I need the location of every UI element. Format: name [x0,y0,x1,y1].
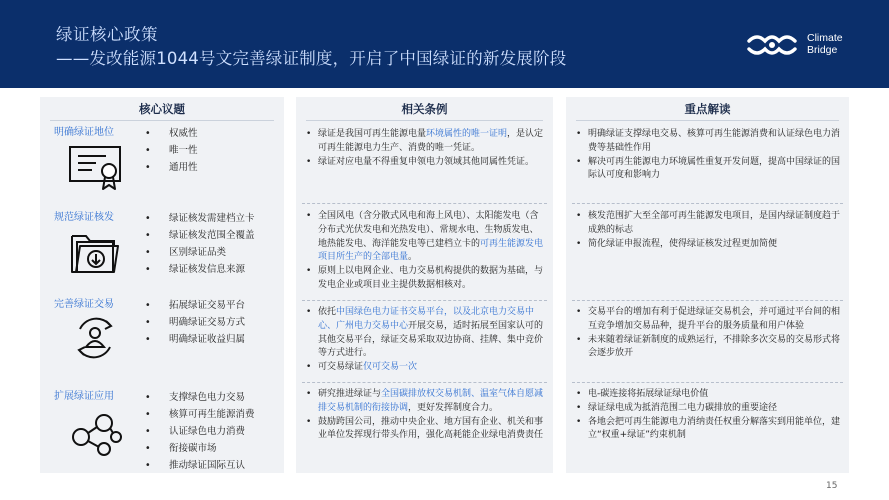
topic-item: • 绿证核发信息来源 [145,261,255,278]
topic-item: • 绿证核发范围全覆盖 [145,227,255,244]
clause-group [306,128,545,169]
topic-item: • 支撑绿色电力交易 [145,389,255,406]
clause-item [306,265,545,293]
clause-text: 研究推进绿证与 [318,389,382,399]
topic-item: • 权威性 [145,125,198,142]
topic-label: 明确绿证地位 [54,127,114,138]
interpretation-item: • 未来随着绿证新制度的成熟运行，不排除多次交易的交易形式将会逐步放开 [576,334,841,362]
interpretation-list [576,210,841,251]
logo-wordmark [807,32,843,56]
dashed-separator [302,300,547,301]
folder-download-icon [66,222,124,278]
interpretation-item: • 解决可再生能源电力环境属性重复开发问题，提高中国绿证的国际认可度和影响力 [576,156,841,184]
logo-mark-icon [743,31,801,59]
topic-label: 扩展绿证应用 [54,391,114,402]
interpretation-group [576,210,841,251]
topics-heading: 核心议题 [139,102,185,116]
topic-items [145,297,245,348]
topic-item: • 明确绿证收益归属 [145,331,245,348]
clauses-divider [306,120,543,121]
clause-text: 全国风电（含分散式风电和海上风电）、太阳能发电（含分布式光伏发电和光热发电）、常规水电、生物质发电、地热能发电、海洋能发电等已建档立卡的 [318,211,539,249]
interpretation-group [576,128,841,183]
highlighted-text: 环境属性的唯一证明 [426,129,508,139]
interpretation-item: • 交易平台的增加有利于促进绿证交易机会，并可通过平台间的相互竞争增加交易品种，提升平台的服务质量和用户体验 [576,306,841,334]
clause-text: 依托 [318,307,337,317]
clause-list [306,128,545,169]
clause-text: 。 [408,252,418,263]
clause-list [306,306,545,375]
clause-text: ，是认定可再生能源电力生产、消费的唯一凭证。 [318,129,544,153]
topic-item: • 推动绿证国际互认 [145,457,255,474]
topic-item: • 绿证核发需建档立卡 [145,210,255,227]
clause-item [306,306,545,361]
topic-item: • 拓展绿证交易平台 [145,297,245,314]
interpretation-divider [576,120,839,121]
interpretation-item: • 电-碳连接将拓展绿证绿电价值 [576,388,841,402]
clause-text: 开展交易，适时拓展至国家认可的其他交易平台，绿证交易采取双边协商、挂牌、集中竞价等方式进行。 [318,320,544,359]
interpretation-list [576,128,841,183]
topic-item: • 衔接碳市场 [145,440,255,457]
clause-item [306,388,545,416]
topic-item: • 区别绿证品类 [145,244,255,261]
interpretation-panel [566,97,849,473]
share-network-icon [66,401,124,457]
page-subtitle: ——发改能源1044号文完善绿证制度，开启了中国绿证的新发展阶段 [56,49,567,68]
clauses-heading: 相关条例 [401,102,448,116]
clause-text: 原则上以电网企业、电力交易机构提供的数据为基础，与发电企业或项目业主提供数据相核对。 [318,266,544,290]
dashed-separator [302,203,547,204]
interpretation-list [576,306,841,361]
user-cycle-icon [66,309,124,365]
clause-list [306,210,545,293]
topic-label: 规范绿证核发 [54,212,114,223]
topic-items [145,389,255,474]
highlighted-text: 可再生能源发电项目所生产的全部电量 [318,238,544,263]
interpretation-item: • 简化绿证申报流程，使得绿证核发过程更加简便 [576,238,841,252]
clause-text: 可交易绿证 [318,362,364,373]
interpretation-item: • 各地会把可再生能源电力消纳责任权重分解落实到用能单位，建立“权重+绿证”约束机制 [576,416,841,444]
dashed-separator [572,300,843,301]
dashed-separator [572,203,843,204]
topic-item: • 通用性 [145,159,198,176]
clause-item [306,416,545,444]
clause-text: 绿证是我国可再生能源电量 [318,129,427,139]
logo-line-1: Climate [807,32,843,44]
topic-items [145,125,198,176]
topic-block-status [40,123,284,203]
clause-group [306,388,545,443]
interpretation-group [576,388,841,443]
clause-item [306,361,545,375]
interpretation-item: • 核发范围扩大至全部可再生能源发电项目，是国内绿证制度趋于成熟的标志 [576,210,841,238]
interpretation-item: • 明确绿证支撑绿电交易、核算可再生能源消费和认证绿色电力消费等基础性作用 [576,128,841,156]
clause-group [306,306,545,375]
topic-item: • 认证绿色电力消费 [145,423,255,440]
interpretation-list [576,388,841,443]
clause-item [306,156,545,170]
highlighted-text: 全国碳排放权交易机制、温室气体自愿减排交易机制的衔接协调 [318,389,544,413]
interpretation-group [576,306,841,361]
clause-text: 鼓励跨国公司，推动中央企业、地方国有企业、机关和事业单位发挥现行带头作用，强化高耗能企业绿电消费责任 [318,416,544,441]
clauses-panel [296,97,553,473]
clause-text: 绿证对应电量不得重复申领电力领域其他同属性凭证。 [318,156,535,167]
topic-label: 完善绿证交易 [54,299,114,310]
topic-block-trading [40,295,284,375]
topic-items [145,210,255,278]
highlighted-text: 仅可交易一次 [363,362,418,373]
topic-item: • 核算可再生能源消费 [145,406,255,423]
topic-block-application [40,387,284,471]
clause-text: ，更好发挥制度合力。 [408,402,499,413]
topics-panel [40,97,284,473]
logo-line-2: Bridge [807,44,838,56]
topic-item: • 明确绿证交易方式 [145,314,245,331]
topic-item: • 唯一性 [145,142,198,159]
clause-list [306,388,545,443]
topics-divider [50,120,274,121]
clause-group [306,210,545,293]
certificate-icon [66,137,124,193]
interpretation-heading: 重点解读 [684,102,731,116]
dashed-separator [302,382,547,383]
highlighted-text: 中国绿色电力证书交易平台，以及北京电力交易中心、广州电力交易中心 [318,307,535,331]
climate-bridge-logo [743,30,863,60]
interpretation-item: • 绿证绿电成为抵消范围二电力碳排放的重要途径 [576,402,841,416]
topic-block-issuance [40,208,284,288]
clause-item [306,128,545,156]
page-title: 绿证核心政策 [56,25,158,44]
dashed-separator [572,382,843,383]
page-number: 15 [826,481,838,491]
header-banner [0,0,889,88]
clause-item [306,210,545,265]
